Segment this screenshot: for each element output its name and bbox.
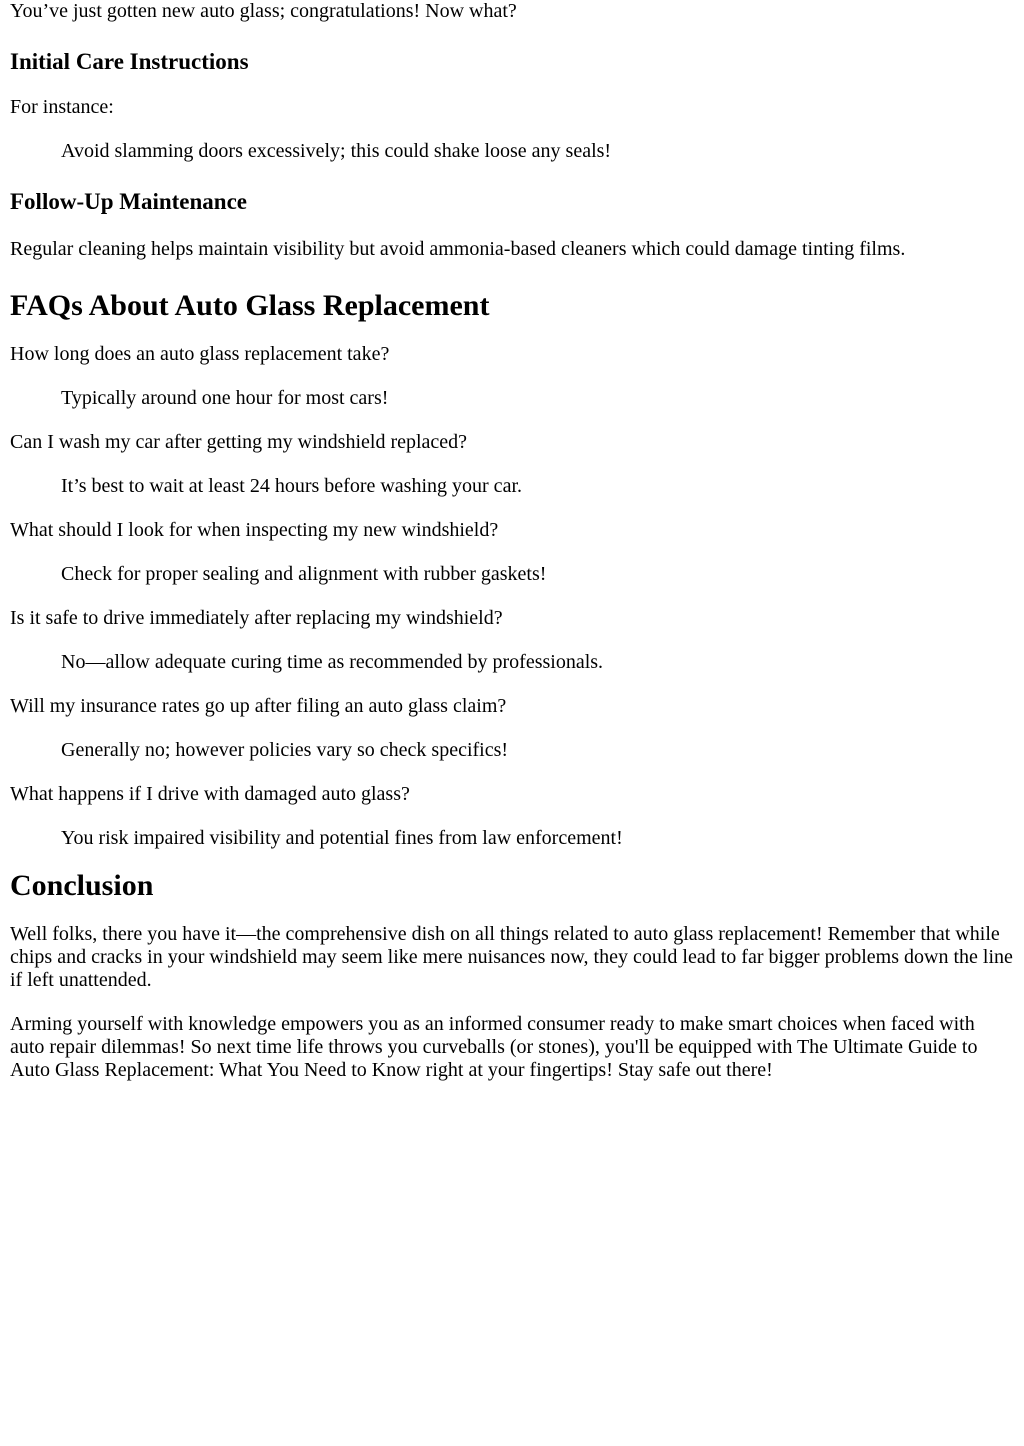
faq-question: Will my insurance rates go up after filing an auto glass claim? [10,695,507,717]
initial-care-heading: Initial Care Instructions [10,49,249,74]
faq-answer: It’s best to wait at least 24 hours before washing your car. [61,475,522,497]
faq-answer: Generally no; however policies vary so check specifics! [61,739,509,761]
faq-answer: You risk impaired visibility and potential fines from law enforcement! [61,827,623,849]
faq-answer: No—allow adequate curing time as recommended by professionals. [61,651,604,673]
conclusion-heading: Conclusion [10,869,154,902]
care-quote: Avoid slamming doors excessively; this could shake loose any seals! [61,140,612,162]
maintenance-text: Regular cleaning helps maintain visibility but avoid ammonia-based cleaners which could damage tinting films. [10,238,906,260]
faq-question: Can I wash my car after getting my windshield replaced? [10,431,468,453]
conclusion-paragraph-2: Arming yourself with knowledge empowers you as an informed consumer ready to make smart choices when faced with auto repair dilemmas! So next time life throws you curveballs (or stones), you'll be equipped with The Ultimate Guide to Auto Glass Replacement: What You Need to Know right at your fingertips! Stay safe out there! [10,1013,978,1081]
faq-list [10,343,1014,850]
faq-question: What should I look for when inspecting my new windshield? [10,519,499,541]
faq-answer: Typically around one hour for most cars! [61,387,389,409]
faq-question: Is it safe to drive immediately after replacing my windshield? [10,607,503,629]
faq-question: What happens if I drive with damaged auto glass? [10,783,410,805]
faqs-heading: FAQs About Auto Glass Replacement [10,289,490,322]
conclusion-paragraph-1: Well folks, there you have it—the comprehensive dish on all things related to auto glass replacement! Remember that while chips and cracks in your windshield may seem like mere nuisances now, they could lead to far bigger problems down the line if left unattended. [10,923,1013,991]
faq-question: How long does an auto glass replacement take? [10,343,390,365]
follow-up-heading: Follow-Up Maintenance [10,189,248,214]
intro-text: You’ve just gotten new auto glass; congratulations! Now what? [10,0,517,22]
faq-answer: Check for proper sealing and alignment with rubber gaskets! [61,563,547,585]
care-lead: For instance: [10,96,114,118]
